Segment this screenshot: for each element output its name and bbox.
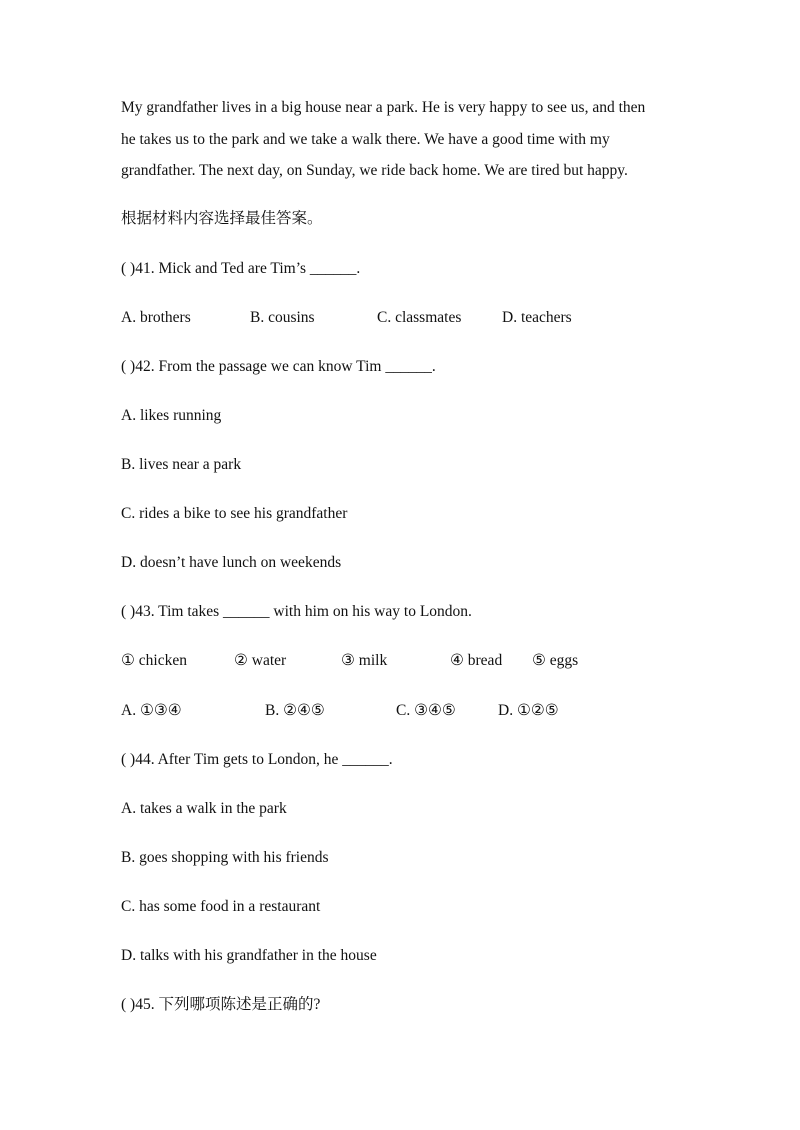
question-43-option-c: C. ③④⑤ — [396, 702, 456, 719]
question-43-item-3: ③ milk — [341, 652, 388, 669]
question-43-item-5: ⑤ eggs — [532, 652, 579, 669]
question-41-option-c: C. classmates — [377, 309, 462, 326]
question-44-option-b: B. goes shopping with his friends — [121, 849, 329, 866]
question-43-option-d: D. ①②⑤ — [498, 702, 559, 719]
question-45-stem: ( )45. 下列哪项陈述是正确的? — [121, 996, 321, 1013]
question-44-stem: ( )44. After Tim gets to London, he ______. — [121, 751, 393, 768]
question-44-option-a: A. takes a walk in the park — [121, 800, 287, 817]
question-42-option-a: A. likes running — [121, 407, 222, 424]
question-42-stem: ( )42. From the passage we can know Tim ______. — [121, 358, 436, 375]
question-43-option-a: A. ①③④ — [121, 702, 182, 719]
question-42-option-b: B. lives near a park — [121, 456, 242, 473]
question-43-item-1: ① chicken — [121, 652, 187, 669]
passage-line-3: grandfather. The next day, on Sunday, we ride back home. We are tired but happy. — [121, 162, 628, 179]
question-43-stem: ( )43. Tim takes ______ with him on his way to London. — [121, 603, 472, 620]
question-42-option-c: C. rides a bike to see his grandfather — [121, 505, 348, 522]
question-41-option-b: B. cousins — [250, 309, 315, 326]
passage-line-2: he takes us to the park and we take a walk there. We have a good time with my — [121, 131, 610, 148]
instruction-text: 根据材料内容选择最佳答案。 — [121, 210, 323, 227]
question-41-stem: ( )41. Mick and Ted are Tim’s ______. — [121, 260, 361, 277]
question-42-option-d: D. doesn’t have lunch on weekends — [121, 554, 342, 571]
question-41-option-a: A. brothers — [121, 309, 191, 326]
question-43-option-b: B. ②④⑤ — [265, 702, 325, 719]
question-43-item-4: ④ bread — [450, 652, 503, 669]
question-44-option-d: D. talks with his grandfather in the house — [121, 947, 377, 964]
passage-line-1: My grandfather lives in a big house near a park. He is very happy to see us, and then — [121, 99, 646, 116]
question-41-option-d: D. teachers — [502, 309, 572, 326]
question-43-item-2: ② water — [234, 652, 287, 669]
question-44-option-c: C. has some food in a restaurant — [121, 898, 321, 915]
